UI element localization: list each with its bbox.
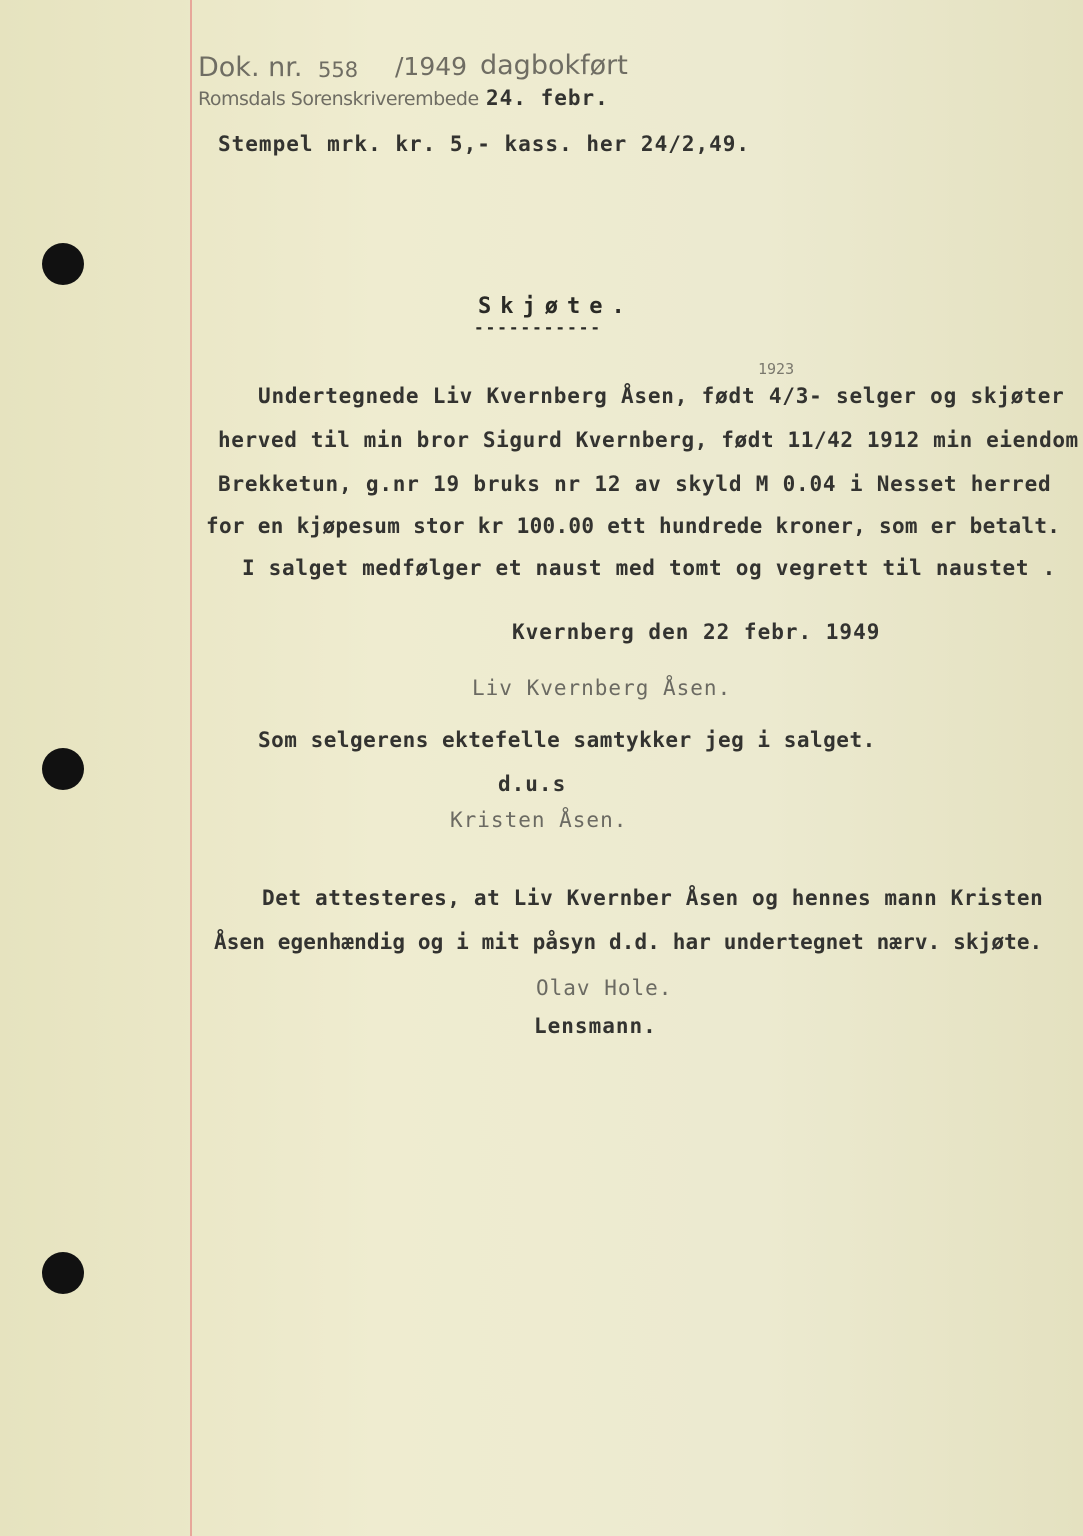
body-line-3: Brekketun, g.nr 19 bruks nr 12 av skyld M 0.04 i Nesset herred (218, 472, 1052, 496)
signature-seller: Liv Kvernberg Åsen. (472, 676, 732, 700)
body-line-4: for en kjøpesum stor kr 100.00 ett hundrede kroner, som er betalt. (206, 514, 1061, 538)
stamp-year: /1949 (395, 52, 468, 81)
dus: d.u.s (498, 772, 567, 796)
punch-hole-middle (42, 748, 84, 790)
margin-line (190, 0, 192, 1536)
title-underline: ----------- (474, 318, 602, 337)
attest-line-1: Det attesteres, at Liv Kvernber Åsen og hennes mann Kristen (262, 886, 1044, 910)
official-title: Lensmann. (534, 1014, 657, 1038)
document-title: Skjøte. (478, 294, 634, 319)
body-line-1: Undertegnede Liv Kvernberg Åsen, født 4/3- selger og skjøter (258, 384, 1065, 408)
stamp-dok-label: Dok. nr. (198, 52, 303, 83)
place-date: Kvernberg den 22 febr. 1949 (512, 620, 881, 644)
stamp-doc-number: 558 (318, 58, 359, 82)
signature-official: Olav Hole. (536, 976, 673, 1000)
stamp-office: Romsdals Sorenskriverembede (198, 88, 479, 110)
consent-line: Som selgerens ektefelle samtykker jeg i salget. (258, 728, 876, 752)
body-line-5: I salget medfølger et naust med tomt og vegrett til naustet . (242, 556, 1056, 580)
body-line-2: herved til min bror Sigurd Kvernberg, født 11/42 1912 min eiendom (218, 428, 1079, 452)
stamp-date: 24. febr. (486, 86, 609, 110)
stamp-dagbokfort: dagbokført (480, 50, 628, 81)
punch-hole-top (42, 243, 84, 285)
year-note: 1923 (758, 360, 795, 378)
attest-line-2: Åsen egenhændig og i mit påsyn d.d. har undertegnet nærv. skjøte. (214, 930, 1043, 954)
punch-hole-bottom (42, 1252, 84, 1294)
signature-spouse: Kristen Åsen. (450, 808, 628, 832)
stempel-line: Stempel mrk. kr. 5,- kass. her 24/2,49. (218, 132, 751, 156)
